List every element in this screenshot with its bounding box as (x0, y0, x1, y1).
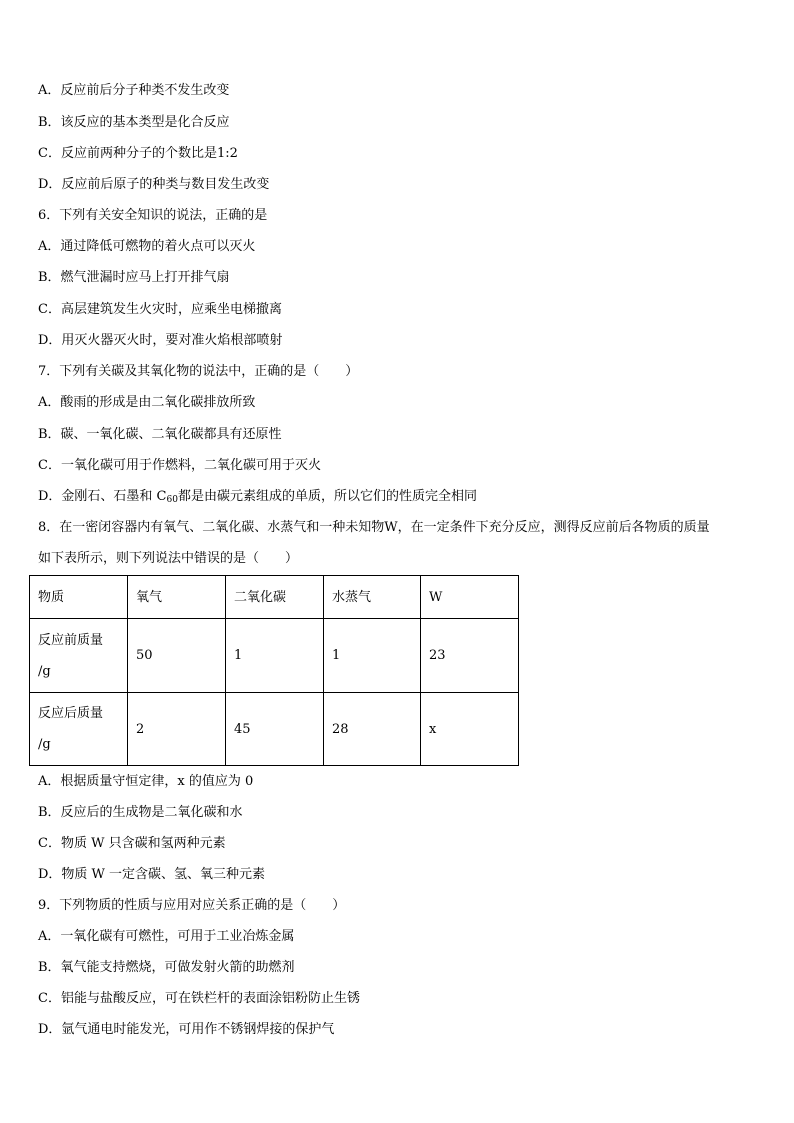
q7-option-d-before: D．金刚石、石墨和 C (38, 489, 167, 504)
table-row (30, 619, 519, 693)
table-header-cell: 水蒸气 (324, 576, 421, 619)
mass-table (29, 575, 519, 766)
q5-option-a: A．反应前后分子种类不发生改变 (38, 83, 230, 98)
table-cell: 23 (421, 619, 519, 693)
q8-option-a: A．根据质量守恒定律，x 的值应为 0 (38, 774, 254, 789)
table-cell: 1 (324, 619, 421, 693)
q9-option-a: A．一氧化碳有可燃性，可用于工业冶炼金属 (38, 929, 295, 944)
q8-option-d: D．物质 W 一定含碳、氢、氧三种元素 (38, 867, 266, 882)
q6-option-c: C．高层建筑发生火灾时，应乘坐电梯撤离 (38, 302, 282, 317)
q7-option-d-subscript: 60 (166, 495, 178, 505)
q7-option-a: A．酸雨的形成是由二氧化碳排放所致 (38, 395, 256, 410)
q5-option-d: D．反应前后原子的种类与数目发生改变 (38, 177, 270, 192)
q9-option-c: C．铝能与盐酸反应，可在铁栏杆的表面涂铝粉防止生锈 (38, 991, 360, 1006)
table-row-label (30, 619, 128, 693)
table-cell: x (421, 693, 519, 766)
q9-stem: 9．下列物质的性质与应用对应关系正确的是（ ） (38, 898, 346, 913)
table-cell: 1 (226, 619, 324, 693)
table-header-cell: 二氧化碳 (226, 576, 324, 619)
table-header-row (30, 576, 519, 619)
q9-option-d: D．氩气通电时能发光，可用作不锈钢焊接的保护气 (38, 1022, 335, 1037)
table-cell: 45 (226, 693, 324, 766)
q5-option-c: C．反应前两种分子的个数比是1:2 (38, 146, 238, 161)
table-cell: 2 (128, 693, 226, 766)
q7-option-c: C．一氧化碳可用于作燃料，二氧化碳可用于灭火 (38, 458, 321, 473)
q6-option-a: A．通过降低可燃物的着火点可以灭火 (38, 239, 256, 254)
table-row-label-line2: /g (38, 663, 51, 679)
table-row-label-line1: 反应前质量 (38, 632, 104, 648)
q7-option-d-after: 都是由碳元素组成的单质，所以它们的性质完全相同 (177, 489, 477, 504)
table-row (30, 693, 519, 766)
q7-option-b: B．碳、一氧化碳、二氧化碳都具有还原性 (38, 427, 282, 442)
q9-option-b: B．氧气能支持燃烧，可做发射火箭的助燃剂 (38, 960, 295, 975)
table-header-cell: W (421, 576, 519, 619)
q6-stem: 6．下列有关安全知识的说法，正确的是 (38, 208, 268, 223)
q6-option-d: D．用灭火器灭火时，要对准火焰根部喷射 (38, 333, 283, 348)
table-cell: 28 (324, 693, 421, 766)
q7-stem: 7．下列有关碳及其氧化物的说法中，正确的是（ ） (38, 364, 359, 379)
q8-option-c: C．物质 W 只含碳和氢两种元素 (38, 836, 226, 851)
q6-option-b: B．燃气泄漏时应马上打开排气扇 (38, 270, 230, 285)
table-header-cell: 氧气 (128, 576, 226, 619)
table-row-label (30, 693, 128, 766)
table-header-cell: 物质 (30, 576, 128, 619)
table-cell: 50 (128, 619, 226, 693)
table-row-label-line2: /g (38, 737, 51, 752)
q5-option-b: B．该反应的基本类型是化合反应 (38, 115, 230, 130)
q8-stem-line1: 8．在一密闭容器内有氧气、二氧化碳、水蒸气和一种未知物W，在一定条件下充分反应，测得反应前后各物质的质量 (38, 520, 710, 535)
q8-option-b: B．反应后的生成物是二氧化碳和水 (38, 805, 243, 820)
q7-option-d (38, 487, 477, 507)
q8-stem-line2: 如下表所示，则下列说法中错误的是（ ） (38, 551, 299, 566)
table-row-label-line1: 反应后质量 (38, 706, 104, 721)
